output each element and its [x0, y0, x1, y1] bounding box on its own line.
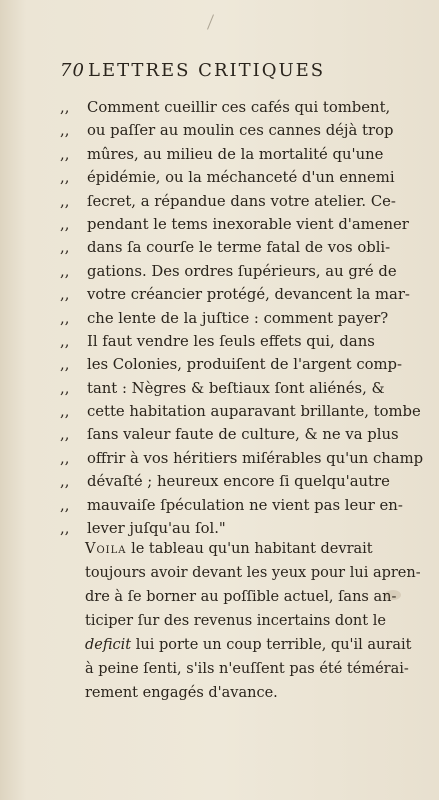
- quote-mark: ,,: [60, 403, 70, 421]
- quote-line: ,, tant : Nègres & beſtiaux ſont aliénés, &: [60, 377, 406, 400]
- quote-mark: ,,: [60, 426, 70, 444]
- quote-mark: ,,: [60, 356, 70, 374]
- quote-line: ,, cette habitation auparavant brillante, tombe: [60, 400, 406, 423]
- quoted-passage: [60, 96, 424, 540]
- quote-line: ,, lever juſqu'au ſol.": [60, 517, 406, 540]
- quote-mark: ,,: [60, 286, 70, 304]
- quote-line: ,, ſans valeur faute de culture, & ne va plus: [60, 423, 406, 446]
- quote-mark: ,,: [60, 169, 70, 187]
- quote-mark: ,,: [60, 99, 70, 116]
- quote-line: ,, che lente de la juſtice : comment payer?: [60, 307, 406, 330]
- quote-line: ,, gations. Des ordres ſupérieurs, au gré de: [60, 260, 406, 283]
- quote-line: ,, pendant le tems inexorable vient d'amener: [60, 213, 406, 236]
- quote-line: ,, Comment cueillir ces cafés qui tombent,: [60, 96, 406, 119]
- quote-mark: ,,: [60, 449, 70, 467]
- quote-line: ,, mûres, au milieu de la mortalité qu'une: [60, 143, 406, 166]
- quote-mark: ,,: [60, 520, 70, 538]
- quote-line: ,, dans ſa courſe le terme fatal de vos obli-: [60, 236, 406, 259]
- page-header: [60, 60, 390, 84]
- quote-mark: ,,: [60, 215, 70, 233]
- quote-mark: ,,: [60, 262, 70, 280]
- quote-mark: ,,: [60, 473, 70, 491]
- quote-line: ,, mauvaiſe ſpéculation ne vient pas leur en-: [60, 494, 406, 517]
- paragraph-line: ticiper ſur des revenus incertains dont le: [85, 613, 386, 629]
- quote-mark: ,,: [60, 239, 70, 257]
- quote-line: ,, offrir à vos héritiers miſérables qu'un champ: [60, 447, 406, 470]
- quote-mark: ,,: [60, 122, 70, 140]
- quote-mark: ,,: [60, 309, 70, 327]
- quote-line: ,, ou paſſer au moulin ces cannes déjà trop: [60, 119, 406, 142]
- quote-line: ,, épidémie, ou la méchanceté d'un ennemi: [60, 166, 406, 189]
- paragraph-line: dre à ſe borner au poſſible actuel, ſans an-: [85, 589, 397, 605]
- body-paragraph: [85, 537, 421, 705]
- running-head: LETTRES CRITIQUES: [88, 60, 326, 81]
- paragraph-line: deficit lui porte un coup terrible, qu'il aurait: [85, 637, 412, 653]
- quote-mark: ,,: [60, 192, 70, 210]
- quote-line: ,, ſecret, a répandue dans votre atelier. Ce-: [60, 190, 406, 213]
- quote-line: ,, les Colonies, produiſent de l'argent comp-: [60, 353, 406, 376]
- quote-mark: ,,: [60, 496, 70, 514]
- quote-mark: ,,: [60, 379, 70, 397]
- deficit-word: deficit: [85, 637, 132, 653]
- quote-line: ,, dévaſté ; heureux encore ſi quelqu'autre: [60, 470, 406, 493]
- opening-word: Voila: [85, 541, 127, 557]
- page-number: 70: [60, 60, 85, 81]
- paragraph-line: toujours avoir devant les yeux pour lui apren-: [85, 565, 421, 581]
- paragraph-line: Voila le tableau qu'un habitant devrait: [85, 541, 373, 557]
- quote-line: ,, Il faut vendre les ſeuls effets qui, dans: [60, 330, 406, 353]
- paper-fold-mark: [207, 14, 214, 29]
- quote-line: ,, votre créancier protégé, devancent la mar-: [60, 283, 406, 306]
- paper-stain: [385, 590, 401, 600]
- quote-mark: ,,: [60, 332, 70, 350]
- paragraph-line: rement engagés d'avance.: [85, 685, 278, 701]
- quote-mark: ,,: [60, 145, 70, 163]
- paragraph-line: à peine ſenti, s'ils n'euſſent pas été témérai-: [85, 661, 409, 677]
